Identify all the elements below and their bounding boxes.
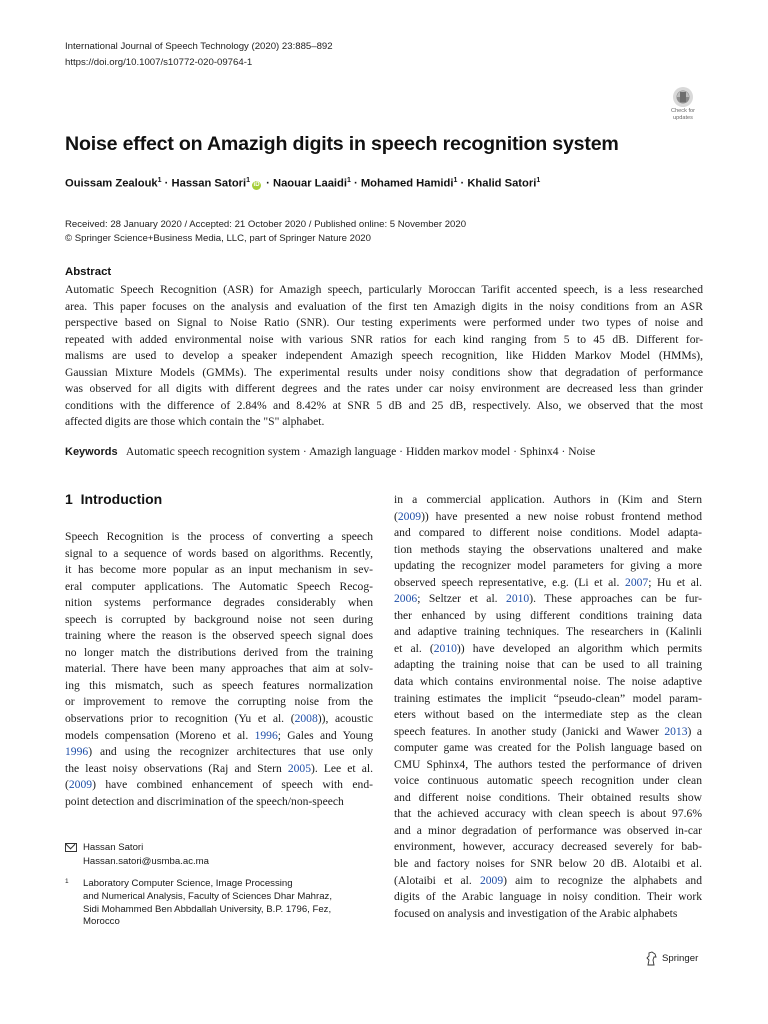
text-line bbox=[65, 744, 373, 761]
author-name: Mohamed Hamidi bbox=[360, 177, 454, 190]
text-line bbox=[394, 509, 702, 526]
text-segment: point detection and discrimination of the speech/non-speech bbox=[65, 794, 344, 808]
paper-title: Noise effect on Amazigh digits in speech recognition system bbox=[65, 133, 619, 155]
text-line bbox=[65, 661, 373, 678]
text-segment: signal to a sequence of words based on algorithms. Recently, bbox=[65, 546, 373, 560]
text-segment: the least noisy observations (Raj and Stern bbox=[65, 761, 288, 775]
text-line bbox=[394, 691, 702, 708]
check-for-updates-text: Check for bbox=[671, 108, 695, 114]
text-line bbox=[394, 839, 702, 856]
keywords bbox=[65, 445, 595, 458]
doi-link[interactable]: https://doi.org/10.1007/s10772-020-09764-1 bbox=[65, 57, 253, 68]
publisher-name: Springer bbox=[662, 953, 699, 964]
author-affiliation-mark: 1 bbox=[157, 177, 162, 184]
text-line bbox=[394, 492, 702, 509]
text-line bbox=[394, 608, 702, 625]
author-separator: · bbox=[263, 177, 273, 190]
text-segment: ; Hu et al. bbox=[648, 575, 703, 589]
text-segment: ( bbox=[65, 778, 69, 792]
dates-line: Received: 28 January 2020 / Accepted: 21 October 2020 / Published online: 5 November 2020 bbox=[65, 219, 467, 230]
section-title: Introduction bbox=[80, 491, 163, 507]
text-segment: observations prior to recognition (Yu et al. ( bbox=[65, 712, 295, 726]
text-line bbox=[394, 773, 702, 790]
text-segment: et al. ( bbox=[394, 641, 434, 655]
check-for-updates-text-2: updates bbox=[673, 115, 693, 121]
affiliation-line: Laboratory Computer Science, Image Processing bbox=[83, 878, 293, 889]
text-line bbox=[65, 612, 373, 629]
text-line bbox=[394, 740, 702, 757]
envelope-icon bbox=[65, 843, 77, 852]
text-segment: )), acoustic bbox=[317, 712, 373, 726]
author-separator: · bbox=[350, 177, 361, 190]
author-list bbox=[65, 177, 540, 190]
text-line bbox=[65, 529, 373, 546]
text-segment: computer game was created for the Polish language based on bbox=[394, 741, 702, 755]
text-segment: ( bbox=[394, 509, 398, 523]
text-line bbox=[65, 694, 373, 711]
text-segment: or improvement to remove the corrupting noise from the bbox=[65, 695, 373, 709]
contact-name: Hassan Satori bbox=[83, 842, 144, 853]
contact-email[interactable]: Hassan.satori@usmba.ac.ma bbox=[83, 856, 209, 867]
text-line bbox=[65, 678, 373, 695]
affiliation-line: and Numerical Analysis, Faculty of Sciences Dhar Mahraz, bbox=[83, 890, 333, 902]
citation-link[interactable]: 2010 bbox=[506, 592, 530, 606]
text-line bbox=[394, 674, 702, 691]
abstract-line: perspective based on Signal to Noise Ratio (SNR). Our testing experiments were performed under two types of noise and bbox=[65, 316, 703, 329]
abstract-line: repeated with added environmental noise with various SNR ratios for each kind ranging from 5 to 45 dB. Different for- bbox=[65, 332, 703, 346]
text-segment: )) have presented a new noise robust frontend method bbox=[421, 509, 702, 523]
text-segment: speech features. In another study (Janicki and Wawer bbox=[394, 724, 665, 738]
citation-link[interactable]: 2009 bbox=[479, 873, 504, 887]
text-line bbox=[65, 645, 373, 662]
citation-link[interactable]: 2009 bbox=[68, 778, 93, 792]
abstract-line: Gaussian Mixture Models (GMMs). The experimental results under noisy conditions show that degradation of performance bbox=[65, 365, 703, 379]
section-heading bbox=[65, 491, 162, 507]
author-affiliation-mark: 1 bbox=[453, 177, 458, 184]
text-segment: models compensation (Moreno et al. bbox=[65, 728, 255, 742]
springer-horse-icon bbox=[645, 951, 658, 966]
text-line bbox=[394, 624, 702, 641]
text-segment: digits of the Arabic language in noisy condition. Their work bbox=[394, 890, 702, 904]
text-line bbox=[394, 889, 702, 906]
author-name: Naouar Laaidi bbox=[273, 177, 347, 190]
citation-link[interactable]: 2013 bbox=[664, 724, 688, 738]
text-segment: training where the reason is the observed speech signal does bbox=[65, 629, 373, 643]
text-segment: environment, however, accuracy decreased severely for bab- bbox=[394, 840, 702, 854]
text-segment: and different noise conditions. Their obtained results show bbox=[394, 790, 702, 804]
author-name: Hassan Satori bbox=[171, 177, 247, 190]
section-number: 1 bbox=[65, 491, 73, 507]
text-line bbox=[65, 546, 373, 563]
text-line bbox=[65, 579, 373, 596]
text-line bbox=[394, 906, 702, 923]
author-name: Khalid Satori bbox=[467, 177, 537, 190]
abstract-line: malisms are used to develop a speaker independent Amazigh speech recognition, like Hidden Markov Model (HMMs), bbox=[65, 349, 703, 362]
citation-link[interactable]: 2006 bbox=[394, 592, 418, 606]
author-separator: · bbox=[457, 177, 468, 190]
text-segment: ). These approaches can be fur- bbox=[529, 592, 703, 606]
text-segment: ble and factory noises for SNR below 20 dB. Alotaibi et al. bbox=[394, 857, 702, 871]
citation-link[interactable]: 2008 bbox=[294, 712, 318, 726]
text-segment: ) aim to recognize the alphabets and bbox=[503, 873, 703, 887]
text-segment: in a commercial application. Authors in (Kim and Stern bbox=[394, 493, 702, 506]
abstract-line: Automatic Speech Recognition (ASR) for Amazigh speech, particularly Moroccan Tarifit accented speech, is a less researched bbox=[65, 283, 703, 296]
copyright-line: © Springer Science+Business Media, LLC, part of Springer Nature 2020 bbox=[65, 233, 371, 244]
text-segment: adapting the training noise that can be used to all training bbox=[394, 658, 702, 672]
text-line bbox=[394, 575, 702, 592]
text-line bbox=[394, 525, 702, 542]
citation-link[interactable]: 2009 bbox=[397, 509, 422, 523]
text-segment: (Alotaibi et al. bbox=[394, 873, 480, 887]
keywords-text: Automatic speech recognition system · Amazigh language · Hidden markov model · Sphinx4 · Noise bbox=[125, 445, 596, 458]
check-for-updates-label bbox=[660, 108, 706, 122]
text-line bbox=[65, 794, 373, 811]
text-segment: data which contains environmental noise. The noise adaptive bbox=[394, 675, 702, 689]
text-line bbox=[65, 562, 373, 579]
text-line bbox=[394, 823, 702, 840]
text-line bbox=[394, 724, 702, 741]
text-line bbox=[394, 641, 702, 658]
text-segment: eters without based on the intermediate step as the clean bbox=[394, 708, 702, 722]
text-line bbox=[394, 542, 702, 559]
orcid-icon[interactable]: iD bbox=[253, 181, 260, 188]
abstract-line: conditions with the difference of 2.84% and 8.42% at SNR 5 dB and 25 dB, respectively. Also, we observed that the most bbox=[65, 398, 703, 412]
publication-dates bbox=[65, 218, 466, 246]
text-segment: ) a bbox=[687, 724, 703, 738]
text-segment: )) have developed an algorithm which permits bbox=[456, 641, 702, 655]
abstract-line: affected digits are those which contain the "S" alphabet. bbox=[65, 415, 325, 428]
text-line bbox=[65, 777, 373, 794]
text-segment: focused on analysis and investigation of the Arabic alphabets bbox=[394, 906, 678, 920]
text-line bbox=[394, 757, 702, 774]
text-line bbox=[65, 595, 373, 612]
text-line bbox=[65, 711, 373, 728]
affiliation-number: 1 bbox=[65, 878, 69, 885]
body-column-right bbox=[394, 492, 702, 922]
text-segment: tion methods staying the observations unaltered and make bbox=[394, 542, 702, 556]
text-segment: ). Lee et al. bbox=[311, 761, 373, 775]
text-line bbox=[394, 790, 702, 807]
text-line bbox=[394, 591, 702, 608]
text-segment: eral computer applications. The Automatic Speech Recog- bbox=[65, 579, 373, 593]
journal-citation bbox=[65, 39, 333, 71]
author-separator: · bbox=[161, 177, 172, 190]
author-name: Ouissam Zealouk bbox=[65, 177, 158, 190]
text-line bbox=[394, 657, 702, 674]
text-segment: updating the recognizer model parameters for giving a more bbox=[394, 559, 702, 573]
text-line bbox=[394, 856, 702, 873]
text-line bbox=[394, 873, 702, 890]
citation-link[interactable]: 2007 bbox=[625, 575, 649, 589]
text-segment: and compared to different noise conditions. Model adapta- bbox=[394, 526, 702, 540]
journal-line: International Journal of Speech Technology (2020) 23:885–892 bbox=[65, 41, 333, 52]
text-segment: ing this mismatch, such as speech features normalization bbox=[65, 678, 373, 692]
citation-link[interactable]: 2010 bbox=[433, 641, 457, 655]
text-segment: ; Seltzer et al. bbox=[417, 592, 507, 606]
text-segment: ) have combined enhancement of speech with end- bbox=[92, 778, 373, 792]
author-affiliation-mark: 1 bbox=[246, 177, 251, 184]
publisher-logo bbox=[645, 951, 698, 966]
text-line bbox=[394, 806, 702, 823]
citation-link[interactable]: 1996 bbox=[65, 745, 89, 759]
abstract-line: area. This paper focuses on the analysis and evaluation of the first ten Amazigh digits in the noisy conditions from an ASR bbox=[65, 299, 703, 313]
text-segment: it has become more popular as an input mechanism in sev- bbox=[65, 563, 373, 577]
text-segment: ther enhanced by using different conditions training data bbox=[394, 608, 702, 622]
author-affiliation-mark: 1 bbox=[536, 177, 541, 184]
text-segment: observed speech representative, e.g. (Li et al. bbox=[394, 575, 626, 589]
abstract-body bbox=[65, 282, 703, 431]
text-line bbox=[394, 707, 702, 724]
citation-link[interactable]: 2005 bbox=[287, 761, 311, 775]
text-segment: material. There have been many approaches that aim at solv- bbox=[65, 662, 373, 676]
abstract-heading: Abstract bbox=[65, 266, 112, 278]
text-line bbox=[65, 628, 373, 645]
text-segment: training estimates the implicit “pseudo-clean” model param- bbox=[394, 691, 702, 705]
text-line bbox=[394, 558, 702, 575]
keywords-label: Keywords bbox=[65, 446, 118, 458]
citation-link[interactable]: 1996 bbox=[254, 728, 278, 742]
text-line bbox=[65, 761, 373, 778]
text-segment: that the achieved accuracy with clean speech is about 97.6% bbox=[394, 807, 702, 821]
text-segment: no longer match the distributions derived from the training bbox=[65, 645, 373, 659]
text-segment: speech is corrupted by background noise not seen during bbox=[65, 612, 373, 626]
affiliation-line: Sidi Mohammed Ben Abbdallah University, B.P. 1796, Fez, bbox=[83, 903, 332, 915]
body-column-left bbox=[65, 529, 373, 810]
text-segment: ) and using the recognizer architectures that use only bbox=[88, 745, 373, 759]
text-segment: ; Gales and Young bbox=[277, 728, 373, 742]
text-segment: and adaptive training techniques. The researchers in (Kalinli bbox=[394, 625, 702, 639]
author-affiliation-mark: 1 bbox=[346, 177, 351, 184]
text-segment: CMU Sphinx4, The authors tested the performance of driven bbox=[394, 757, 702, 771]
text-segment: and a minor degradation of performance was observed in-car bbox=[394, 823, 702, 837]
text-segment: voice continuous automatic speech recognition under clean bbox=[394, 774, 702, 788]
affiliation-line: Morocco bbox=[83, 916, 120, 928]
text-line bbox=[65, 728, 373, 745]
abstract-line: was observed for all digits with different degrees and the rates under car noisy environment are decreased less than grinder bbox=[65, 382, 703, 395]
text-segment: nition systems performance degrades considerably when bbox=[65, 596, 373, 610]
text-segment: Speech Recognition is the process of converting a speech bbox=[65, 530, 373, 543]
